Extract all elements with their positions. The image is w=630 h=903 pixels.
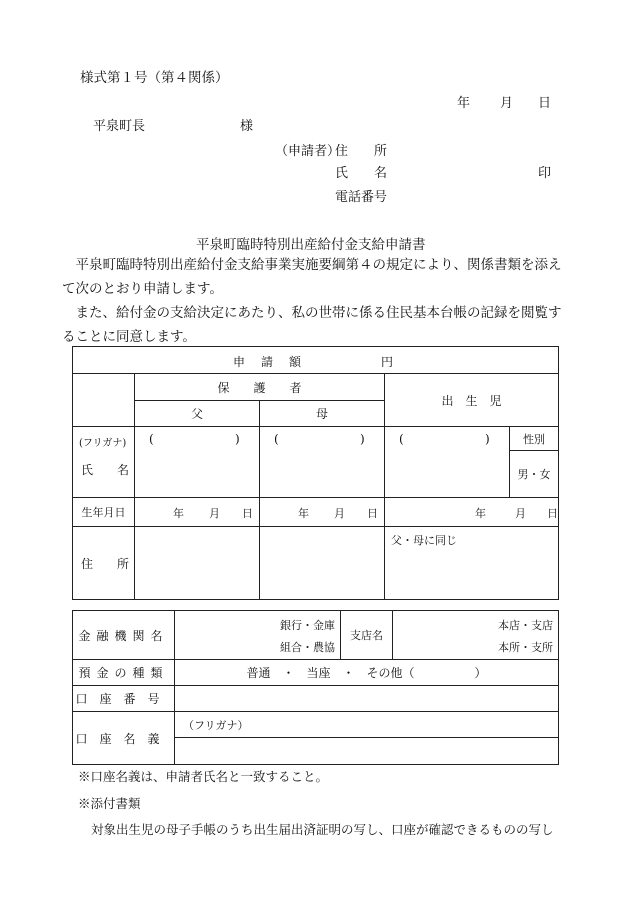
dob-year: 年 bbox=[298, 507, 309, 520]
address-label-text: 住 所 bbox=[81, 556, 130, 571]
amount-unit: 円 bbox=[381, 355, 394, 369]
newborn-header: 出 生 児 bbox=[385, 374, 559, 427]
date-year-label: 年 bbox=[457, 96, 471, 111]
branch-cell[interactable] bbox=[393, 611, 559, 660]
branch-label: 支店名 bbox=[341, 611, 393, 660]
note-account-holder: ※口座名義は、申請者氏名と一致すること。 bbox=[78, 769, 329, 784]
bank-options-2: 組合・農協 bbox=[280, 641, 335, 654]
newborn-dob-cell[interactable] bbox=[385, 498, 559, 527]
newborn-name-cell[interactable] bbox=[385, 427, 510, 498]
amount-label: 申 請 額 bbox=[233, 355, 304, 369]
account-number-cell[interactable] bbox=[175, 686, 559, 712]
paren-close: ) bbox=[485, 432, 490, 446]
branch-options-1: 本店・支店 bbox=[498, 619, 553, 632]
branch-options-2: 本所・支所 bbox=[498, 641, 553, 654]
father-header: 父 bbox=[135, 401, 260, 427]
bank-options-1: 銀行・金庫 bbox=[280, 619, 335, 632]
guardian-header: 保 護 者 bbox=[135, 374, 385, 401]
paren-open: ( bbox=[274, 432, 279, 446]
same-as-parent-text: 父・母に同じ bbox=[391, 534, 457, 547]
bank-table bbox=[72, 610, 559, 765]
dob-year: 年 bbox=[475, 507, 486, 520]
application-table bbox=[72, 346, 559, 600]
addressee-honorific: 様 bbox=[240, 119, 254, 134]
dob-month: 月 bbox=[515, 507, 526, 520]
note-attachments-heading: ※添付書類 bbox=[78, 796, 141, 811]
account-type-label: 預金の種類 bbox=[73, 660, 175, 686]
account-number-label: 口座番号 bbox=[73, 686, 175, 712]
institution-cell[interactable] bbox=[175, 611, 341, 660]
body-paragraph-2: また、給付金の支給決定にあたり、私の世帯に係る住民基本台帳の記録を閲覧することに同意します。 bbox=[62, 305, 562, 345]
addressee-name: 平泉町長 bbox=[93, 119, 146, 134]
dob-year: 年 bbox=[173, 507, 184, 520]
applicant-address-label: 住 所 bbox=[335, 144, 388, 159]
applicant-name-label: 氏 名 bbox=[335, 166, 388, 181]
newborn-address-cell[interactable] bbox=[385, 527, 559, 600]
father-name-cell[interactable] bbox=[135, 427, 260, 498]
name-label-cell bbox=[73, 427, 135, 498]
holder-name-cell[interactable] bbox=[175, 738, 559, 765]
dob-month: 月 bbox=[334, 507, 345, 520]
name-label: 氏 名 bbox=[81, 463, 130, 477]
date-day-label: 日 bbox=[538, 96, 552, 111]
paren-close: ) bbox=[360, 432, 365, 446]
mother-dob-cell[interactable] bbox=[260, 498, 385, 527]
gender-label: 性別 bbox=[510, 427, 559, 451]
blank-header-cell bbox=[73, 374, 135, 427]
date-month-label: 月 bbox=[500, 96, 514, 111]
applicant-label: （申請者） bbox=[275, 144, 341, 159]
father-dob-cell[interactable] bbox=[135, 498, 260, 527]
paren-open: ( bbox=[149, 432, 154, 446]
account-type-options[interactable]: 普通 ・ 当座 ・ その他（ ） bbox=[175, 660, 559, 686]
form-number: 様式第１号（第４関係） bbox=[80, 70, 229, 86]
paren-close: ) bbox=[235, 432, 240, 446]
mother-header: 母 bbox=[260, 401, 385, 427]
body-paragraph-1: 平泉町臨時特別出産給付金支給事業実施要綱第４の規定により、関係書類を添えて次のとおり申請します。 bbox=[62, 257, 562, 297]
dob-label: 生年月日 bbox=[73, 498, 135, 527]
dob-day: 日 bbox=[242, 507, 253, 520]
document-title: 平泉町臨時特別出産給付金支給申請書 bbox=[196, 237, 426, 253]
dob-day: 日 bbox=[547, 507, 558, 520]
paren-open: ( bbox=[399, 432, 404, 446]
address-label bbox=[73, 527, 135, 600]
dob-day: 日 bbox=[367, 507, 378, 520]
note-attachments-detail: 対象出生児の母子手帳のうち出生届出済証明の写し、口座が確認できるものの写し bbox=[91, 822, 554, 837]
dob-month: 月 bbox=[209, 507, 220, 520]
applicant-phone-label: 電話番号 bbox=[335, 190, 388, 205]
holder-furigana-cell[interactable]: （フリガナ） bbox=[175, 712, 559, 738]
furigana-label: (フリガナ) bbox=[79, 438, 127, 449]
institution-label: 金融機関名 bbox=[73, 611, 175, 660]
amount-row bbox=[73, 347, 559, 374]
seal-mark: 印 bbox=[538, 166, 552, 181]
mother-name-cell[interactable] bbox=[260, 427, 385, 498]
gender-value[interactable]: 男・女 bbox=[510, 451, 559, 498]
father-address-cell[interactable] bbox=[135, 527, 260, 600]
mother-address-cell[interactable] bbox=[260, 527, 385, 600]
holder-label: 口座名義 bbox=[73, 712, 175, 765]
